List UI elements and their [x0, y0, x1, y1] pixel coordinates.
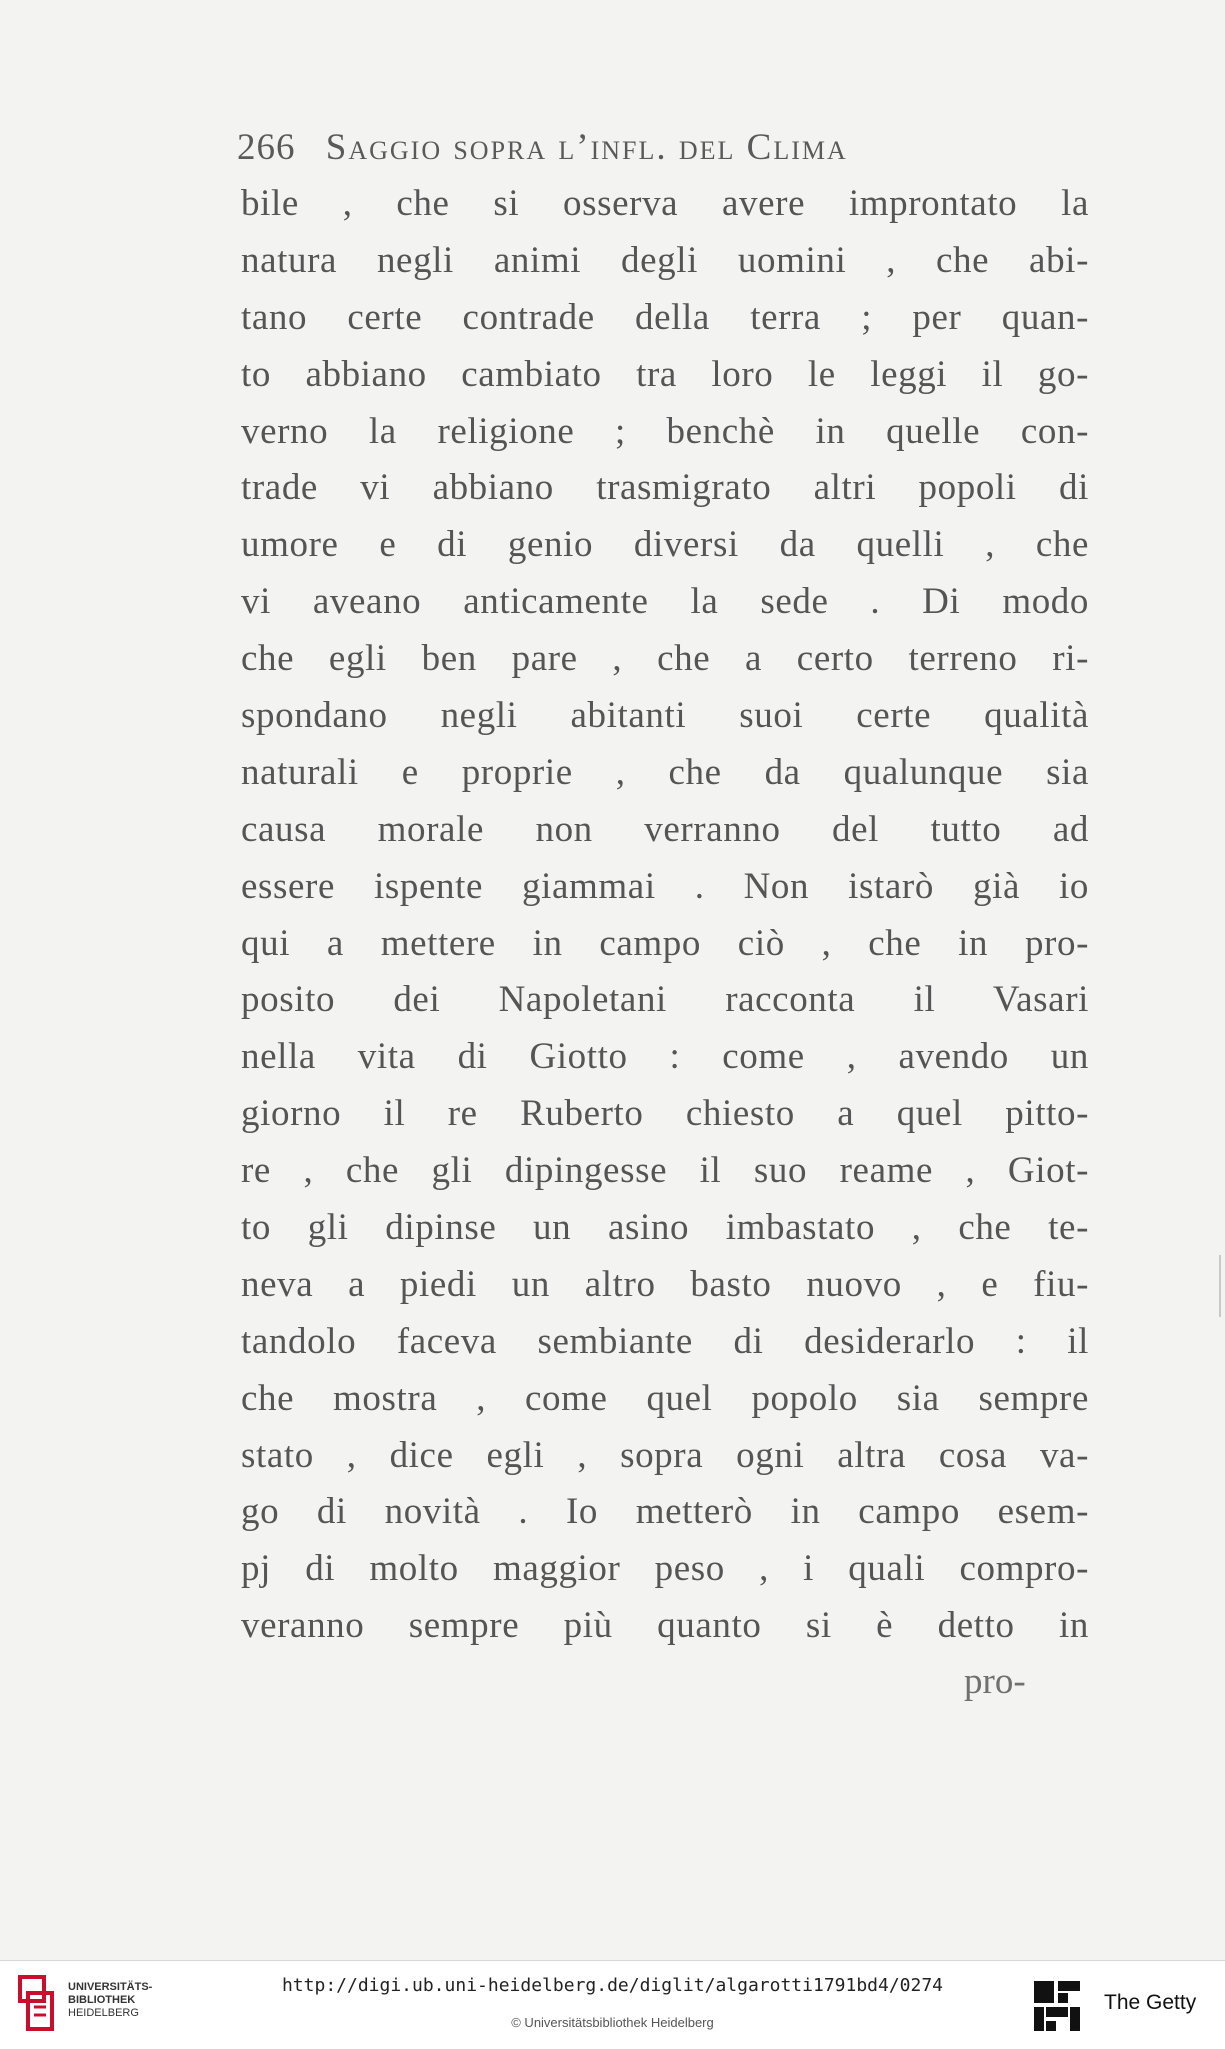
- text-line: giorno il re Ruberto chiesto a quel pitto-: [241, 1093, 1089, 1135]
- text-line: neva a piedi un altro basto nuovo , e fiu-: [241, 1263, 1089, 1305]
- page-edge-mark: [1219, 1255, 1221, 1317]
- text-line: tandolo faceva sembiante di desiderarlo : il: [241, 1320, 1089, 1362]
- text-line: qui a mettere in campo ciò , che in pro-: [241, 922, 1089, 964]
- text-line: veranno sempre più quanto si è detto in: [241, 1605, 1089, 1647]
- library-name-line: HEIDELBERG: [68, 2007, 139, 2019]
- text-line: go di novità . Io metterò in campo esem-: [241, 1491, 1089, 1533]
- text-line: che mostra , come quel popolo sia sempre: [241, 1377, 1089, 1419]
- text-line: bile , che si osserva avere improntato la: [241, 183, 1089, 224]
- running-head: [237, 126, 848, 169]
- copyright-text: © Universitätsbibliothek Heidelberg: [511, 2015, 714, 2030]
- text-line: umore e di genio diversi da quelli , che: [241, 524, 1089, 566]
- getty-logo-icon[interactable]: [1032, 1979, 1082, 2033]
- text-line: vi aveano anticamente la sede . Di modo: [241, 581, 1089, 623]
- page-number: 266: [237, 127, 296, 168]
- text-line: causa morale non verranno del tutto ad: [241, 808, 1089, 850]
- text-line: verno la religione ; benchè in quelle con-: [241, 410, 1089, 452]
- partner-name: The Getty: [1104, 1991, 1197, 2014]
- footer-bar: [0, 1960, 1225, 2049]
- text-line: spondano negli abitanti suoi certe qualità: [241, 695, 1089, 737]
- text-line: tano certe contrade della terra ; per quan-: [241, 296, 1089, 338]
- text-line: to abbiano cambiato tra loro le leggi il go-: [241, 353, 1089, 395]
- text-line: to gli dipinse un asino imbastato , che te-: [241, 1207, 1089, 1249]
- text-line: stato , dice egli , sopra ogni altra cosa va-: [241, 1434, 1089, 1476]
- running-title: Saggio sopra l’infl. del Clima: [325, 127, 848, 168]
- library-name-line: UNIVERSITÄTS-: [68, 1981, 153, 1993]
- text-line: posito dei Napoletani racconta il Vasari: [241, 979, 1089, 1021]
- text-line: pj di molto maggior peso , i quali compro-: [241, 1548, 1089, 1590]
- text-line: re , che gli dipingesse il suo reame , Giot-: [241, 1150, 1089, 1192]
- body-text: [241, 176, 1089, 1655]
- permalink-url[interactable]: http://digi.ub.uni-heidelberg.de/diglit/algarotti1791bd4/0274: [281, 1975, 944, 1996]
- catchword: pro-: [964, 1661, 1026, 1702]
- text-line: trade vi abbiano trasmigrato altri popoli di: [241, 467, 1089, 509]
- text-line: nella vita di Giotto : come , avendo un: [241, 1036, 1089, 1078]
- text-line: natura negli animi degli uomini , che abi-: [241, 239, 1089, 281]
- text-line: che egli ben pare , che a certo terreno ri-: [241, 638, 1089, 680]
- library-name-line: BIBLIOTHEK: [68, 1994, 136, 2006]
- text-line: essere ispente giammai . Non istarò già io: [241, 865, 1089, 907]
- text-line: naturali e proprie , che da qualunque sia: [241, 751, 1089, 793]
